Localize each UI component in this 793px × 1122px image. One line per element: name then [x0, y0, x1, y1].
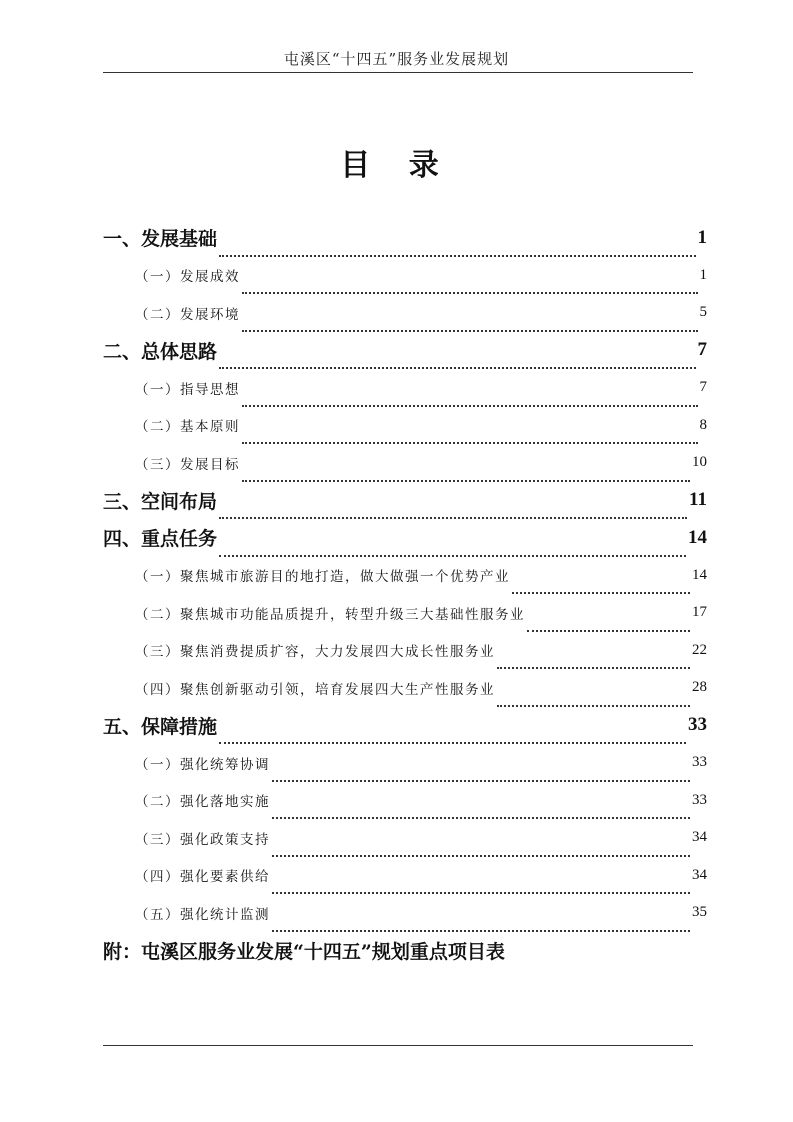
- toc-entry-label: （三）强化政策支持: [135, 831, 270, 848]
- toc-leader-dots: [242, 464, 690, 482]
- toc-section-entry[interactable]: [103, 557, 707, 595]
- toc-entry-label: 五、保障措施: [103, 715, 218, 738]
- toc-leader-dots: [272, 801, 690, 819]
- toc-section-entry[interactable]: [103, 257, 707, 295]
- toc-leader-dots: [242, 426, 698, 444]
- toc-page-number: 8: [699, 416, 707, 433]
- toc-entry-label: （四）聚焦创新驱动引领，培育发展四大生产性服务业: [135, 681, 495, 698]
- toc-page-number: 10: [692, 454, 707, 471]
- toc-leader-dots: [272, 764, 690, 782]
- toc-leader-dots: [512, 576, 690, 594]
- toc-entry-label: （二）强化落地实施: [135, 794, 270, 811]
- toc-chapter-entry[interactable]: [103, 482, 707, 520]
- toc-page-number: 5: [699, 304, 707, 321]
- page-title: 目 录: [340, 148, 453, 183]
- toc-entry-label: 三、空间布局: [103, 490, 218, 513]
- toc-page-number: 35: [692, 904, 707, 921]
- toc-leader-dots: [527, 614, 690, 632]
- toc-page-number: 28: [692, 679, 707, 696]
- toc-page-number: 33: [688, 714, 707, 736]
- toc-section-entry[interactable]: [103, 894, 707, 932]
- toc-leader-dots: [219, 502, 687, 519]
- toc-page-number: 11: [689, 489, 707, 511]
- toc-leader-dots: [272, 876, 690, 894]
- toc-entry-label: 附：屯溪区服务业发展“十四五”规划重点项目表: [103, 940, 505, 963]
- toc-entry-label: （四）强化要素供给: [135, 869, 270, 886]
- toc-section-entry[interactable]: [103, 857, 707, 895]
- toc-section-entry[interactable]: [103, 594, 707, 632]
- toc-entry-label: （二）基本原则: [135, 419, 240, 436]
- table-of-contents: [103, 219, 707, 969]
- toc-chapter-entry[interactable]: [103, 519, 707, 557]
- toc-section-entry[interactable]: [103, 819, 707, 857]
- toc-section-entry[interactable]: [103, 632, 707, 670]
- toc-page-number: 17: [692, 604, 707, 621]
- header-rule: [103, 72, 693, 73]
- toc-entry-label: （三）聚焦消费提质扩容，大力发展四大成长性服务业: [135, 644, 495, 661]
- toc-leader-dots: [272, 839, 690, 857]
- toc-section-entry[interactable]: [103, 782, 707, 820]
- toc-entry-label: （三）发展目标: [135, 456, 240, 473]
- toc-page-number: 33: [692, 791, 707, 808]
- toc-leader-dots: [497, 689, 690, 707]
- toc-appendix-entry[interactable]: [103, 932, 707, 970]
- toc-page-number: 34: [692, 866, 707, 883]
- running-header: 屯溪区“十四五”服务业发展规划: [283, 50, 510, 68]
- toc-chapter-entry[interactable]: [103, 332, 707, 370]
- toc-section-entry[interactable]: [103, 294, 707, 332]
- toc-leader-dots: [219, 352, 695, 369]
- toc-leader-dots: [219, 540, 686, 557]
- toc-section-entry[interactable]: [103, 369, 707, 407]
- toc-entry-label: （一）聚焦城市旅游目的地打造，做大做强一个优势产业: [135, 569, 510, 586]
- toc-chapter-entry[interactable]: [103, 219, 707, 257]
- toc-entry-label: （二）发展环境: [135, 306, 240, 323]
- toc-leader-dots: [497, 651, 690, 669]
- toc-leader-dots: [242, 276, 698, 294]
- toc-page-number: 1: [699, 266, 707, 283]
- toc-page-number: 14: [692, 566, 707, 583]
- toc-section-entry[interactable]: [103, 744, 707, 782]
- toc-page-number: 14: [688, 526, 707, 548]
- toc-chapter-entry[interactable]: [103, 707, 707, 745]
- toc-leader-dots: [272, 914, 690, 932]
- toc-leader-dots: [242, 389, 698, 407]
- toc-page-number: 1: [697, 226, 707, 248]
- toc-entry-label: （二）聚焦城市功能品质提升，转型升级三大基础性服务业: [135, 606, 525, 623]
- toc-page-number: 22: [692, 641, 707, 658]
- toc-entry-label: （一）强化统筹协调: [135, 756, 270, 773]
- toc-section-entry[interactable]: [103, 669, 707, 707]
- toc-entry-label: 二、总体思路: [103, 340, 218, 363]
- footer-rule: [103, 1045, 693, 1046]
- toc-entry-label: （一）发展成效: [135, 269, 240, 286]
- toc-section-entry[interactable]: [103, 444, 707, 482]
- toc-leader-dots: [242, 314, 698, 332]
- toc-page-number: 7: [697, 339, 707, 361]
- toc-section-entry[interactable]: [103, 407, 707, 445]
- toc-page-number: 33: [692, 754, 707, 771]
- toc-leader-dots: [219, 727, 686, 744]
- toc-entry-label: 四、重点任务: [103, 528, 218, 551]
- toc-page-number: 34: [692, 829, 707, 846]
- toc-page-number: 7: [699, 379, 707, 396]
- toc-leader-dots: [219, 240, 695, 257]
- toc-entry-label: 一、发展基础: [103, 228, 218, 251]
- toc-entry-label: （一）指导思想: [135, 381, 240, 398]
- toc-entry-label: （五）强化统计监测: [135, 906, 270, 923]
